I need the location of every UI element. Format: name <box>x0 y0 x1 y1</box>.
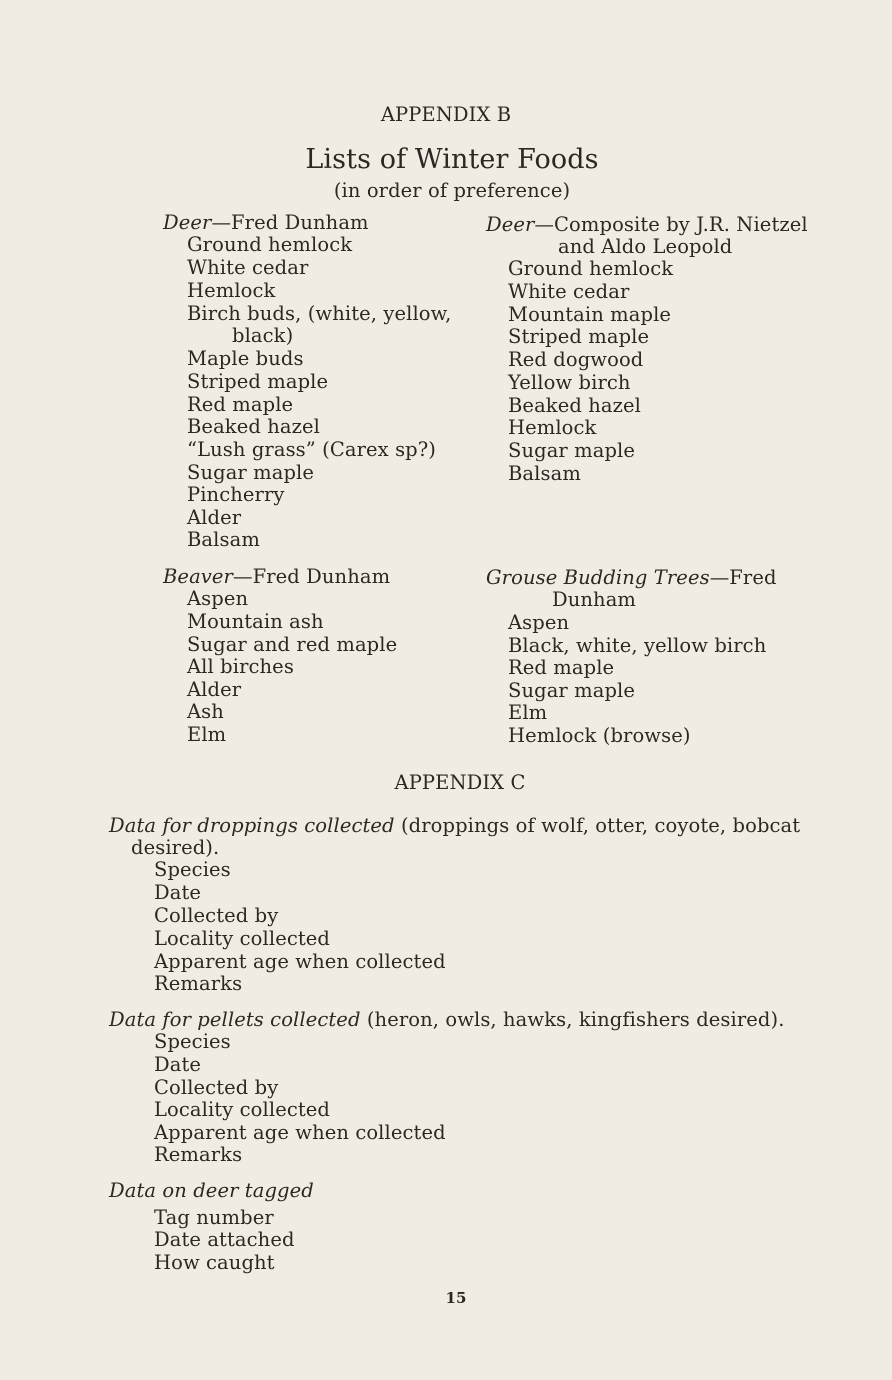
list-item: “Lush grass” (Carex sp?) <box>187 438 437 461</box>
section-label: Data for pellets collected <box>109 1008 361 1031</box>
list-item: Locality collected <box>154 927 331 950</box>
list-item: Maple buds <box>187 347 304 370</box>
list-item: Birch buds, (white, yellow, <box>187 302 452 325</box>
list-item: Alder <box>187 506 242 529</box>
list-item: Date <box>154 1053 202 1076</box>
list-item: Elm <box>508 701 548 724</box>
list-item: Species <box>154 858 231 881</box>
list-heading <box>486 566 777 589</box>
list-item: Beaked hazel <box>508 394 641 417</box>
list-item: Yellow birch <box>508 371 631 394</box>
section-note: (heron, owls, hawks, kingfishers desired). <box>360 1008 785 1031</box>
list-heading <box>486 213 808 236</box>
page-number: 15 <box>445 1289 467 1307</box>
list-item: Striped maple <box>187 370 329 393</box>
list-item: White cedar <box>508 280 630 303</box>
list-item: Black, white, yellow birch <box>508 634 767 657</box>
list-item: Elm <box>187 723 227 746</box>
list-item: Hemlock (browse) <box>508 724 691 747</box>
list-item: Date attached <box>154 1228 295 1251</box>
list-source-continued: Dunham <box>552 588 637 611</box>
list-item: Ash <box>187 700 224 723</box>
list-heading <box>163 211 369 234</box>
list-source-continued: and Aldo Leopold <box>558 235 733 258</box>
list-item: Apparent age when collected <box>154 1121 446 1144</box>
list-label: Grouse Budding Trees <box>486 566 710 589</box>
list-item: Sugar maple <box>508 679 636 702</box>
list-item: Date <box>154 881 202 904</box>
list-source: —Fred <box>709 566 777 589</box>
appendix-b-title: Lists of Winter Foods <box>305 144 599 175</box>
appendix-b-subtitle: (in order of preference) <box>333 179 571 202</box>
list-item: Beaked hazel <box>187 415 320 438</box>
list-item: How caught <box>154 1251 275 1274</box>
list-item: black) <box>232 324 294 347</box>
list-item: Red dogwood <box>508 348 644 371</box>
appendix-b-heading: APPENDIX B <box>380 103 512 126</box>
list-source: —Fred Dunham <box>211 211 369 234</box>
list-item: Ground hemlock <box>187 233 353 256</box>
list-item: Sugar maple <box>187 461 315 484</box>
list-item: All birches <box>187 655 294 678</box>
list-item: White cedar <box>187 256 309 279</box>
list-label: Deer <box>163 211 212 234</box>
list-item: Remarks <box>154 1143 243 1166</box>
section-heading <box>109 814 800 837</box>
list-item: Tag number <box>154 1206 274 1229</box>
list-item: Aspen <box>187 587 249 610</box>
section-label: Data for droppings collected <box>109 814 395 837</box>
list-item: Sugar and red maple <box>187 633 398 656</box>
list-item: Mountain maple <box>508 303 672 326</box>
list-item: Species <box>154 1030 231 1053</box>
list-item: Balsam <box>187 528 260 551</box>
section-label: Data on deer tagged <box>109 1179 314 1202</box>
list-item: Pincherry <box>187 483 285 506</box>
list-item: Striped maple <box>508 325 650 348</box>
list-item: Locality collected <box>154 1098 331 1121</box>
list-item: Collected by <box>154 904 279 927</box>
list-item: Red maple <box>508 656 615 679</box>
section-note-continued: desired). <box>131 836 220 859</box>
list-item: Sugar maple <box>508 439 636 462</box>
list-item: Balsam <box>508 462 581 485</box>
list-source: —Composite by J.R. Nietzel <box>534 213 808 236</box>
list-item: Alder <box>187 678 242 701</box>
section-heading <box>109 1008 785 1031</box>
list-item: Hemlock <box>508 416 597 439</box>
section-note: (droppings of wolf, otter, coyote, bobcat <box>394 814 801 837</box>
list-item: Red maple <box>187 393 294 416</box>
list-item: Apparent age when collected <box>154 950 446 973</box>
list-item: Collected by <box>154 1076 279 1099</box>
list-item: Hemlock <box>187 279 276 302</box>
appendix-c-heading: APPENDIX C <box>394 771 526 794</box>
list-item: Aspen <box>508 611 570 634</box>
list-source: —Fred Dunham <box>232 565 391 588</box>
list-label: Beaver <box>163 565 233 588</box>
list-label: Deer <box>486 213 535 236</box>
list-item: Mountain ash <box>187 610 324 633</box>
list-heading <box>163 565 390 588</box>
list-item: Remarks <box>154 972 243 995</box>
list-item: Ground hemlock <box>508 257 674 280</box>
